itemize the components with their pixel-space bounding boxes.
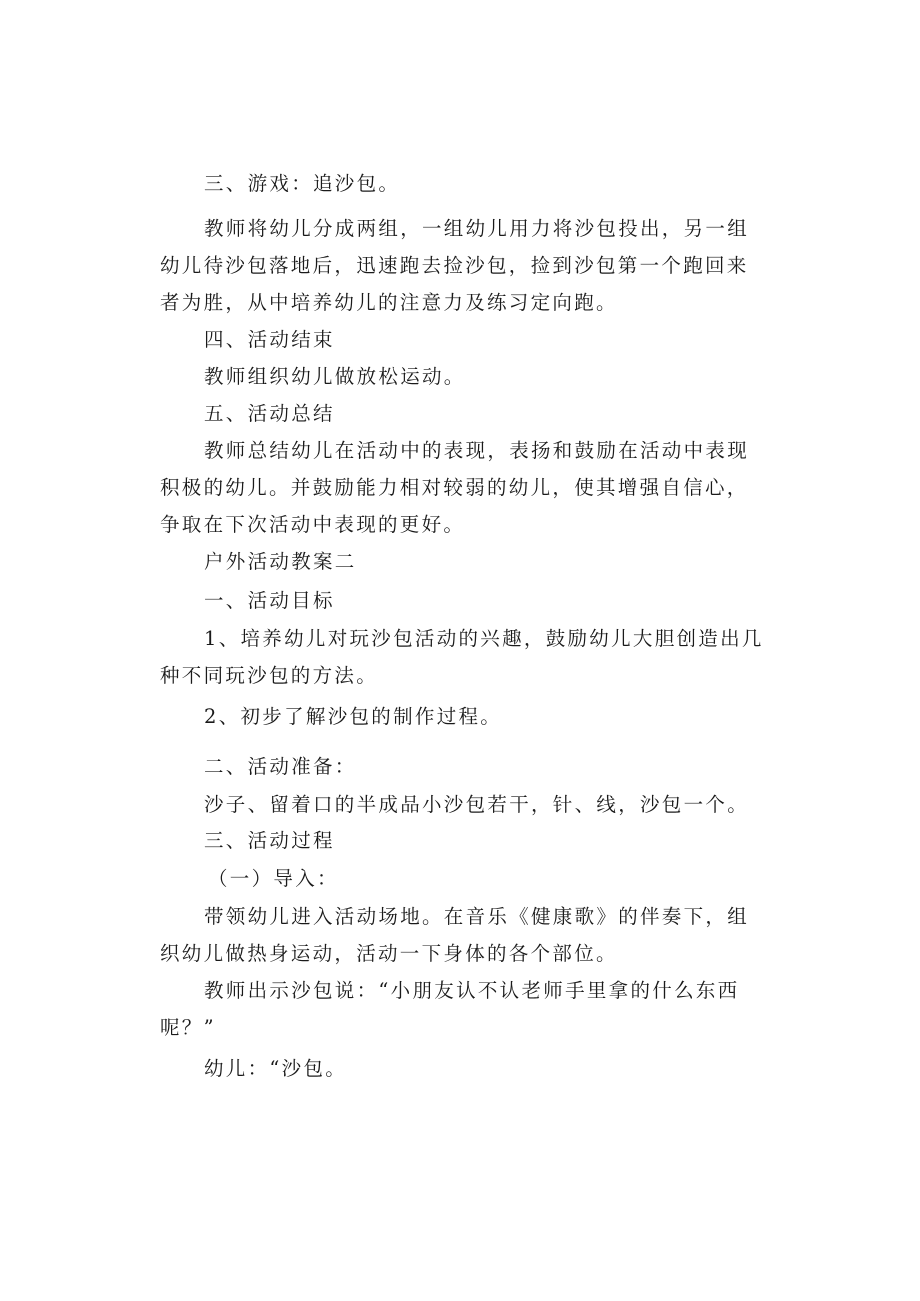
- heading-lesson-plan-two: 户外活动教案二: [204, 550, 357, 573]
- paragraph-introduction: 带领幼儿进入活动场地。在音乐《健康歌》的伴奏下，组织幼儿做热身运动，活动一下身体的各个部位。: [160, 905, 750, 965]
- paragraph-game-description: 教师将幼儿分成两组，一组幼儿用力将沙包投出，另一组幼儿待沙包落地后，迅速跑去捡沙包，捡到沙包第一个跑回来者为胜，从中培养幼儿的注意力及练习定向跑。: [160, 217, 750, 314]
- paragraph-activity-summary: 教师总结幼儿在活动中的表现，表扬和鼓励在活动中表现积极的幼儿。并鼓励能力相对较弱的幼儿，使其增强自信心，争取在下次活动中表现的更好。: [160, 439, 750, 536]
- paragraph-activity-end: 教师组织幼儿做放松运动。: [204, 365, 466, 388]
- paragraph-activity-preparation: 沙子、留着口的半成品小沙包若干，针、线，沙包一个。: [204, 793, 750, 816]
- heading-activity-preparation: 二、活动准备：: [204, 755, 357, 778]
- paragraph-child-answer: 幼儿：“沙包。: [204, 1057, 348, 1080]
- heading-game: 三、游戏：追沙包。: [204, 172, 401, 195]
- heading-activity-process: 三、活动过程: [204, 829, 335, 852]
- heading-activity-summary: 五、活动总结: [204, 402, 335, 425]
- heading-activity-end: 四、活动结束: [204, 328, 335, 351]
- paragraph-teacher-question: 教师出示沙包说：“小朋友认不认老师手里拿的什么东西呢？”: [160, 979, 740, 1039]
- heading-activity-goals: 一、活动目标: [204, 589, 335, 612]
- list-item-goal-1: 1、培养幼儿对玩沙包活动的兴趣，鼓励幼儿大胆创造出几种不同玩沙包的方法。: [160, 627, 764, 687]
- subheading-introduction: （一）导入：: [208, 867, 339, 890]
- list-item-goal-2: 2、初步了解沙包的制作过程。: [204, 705, 503, 728]
